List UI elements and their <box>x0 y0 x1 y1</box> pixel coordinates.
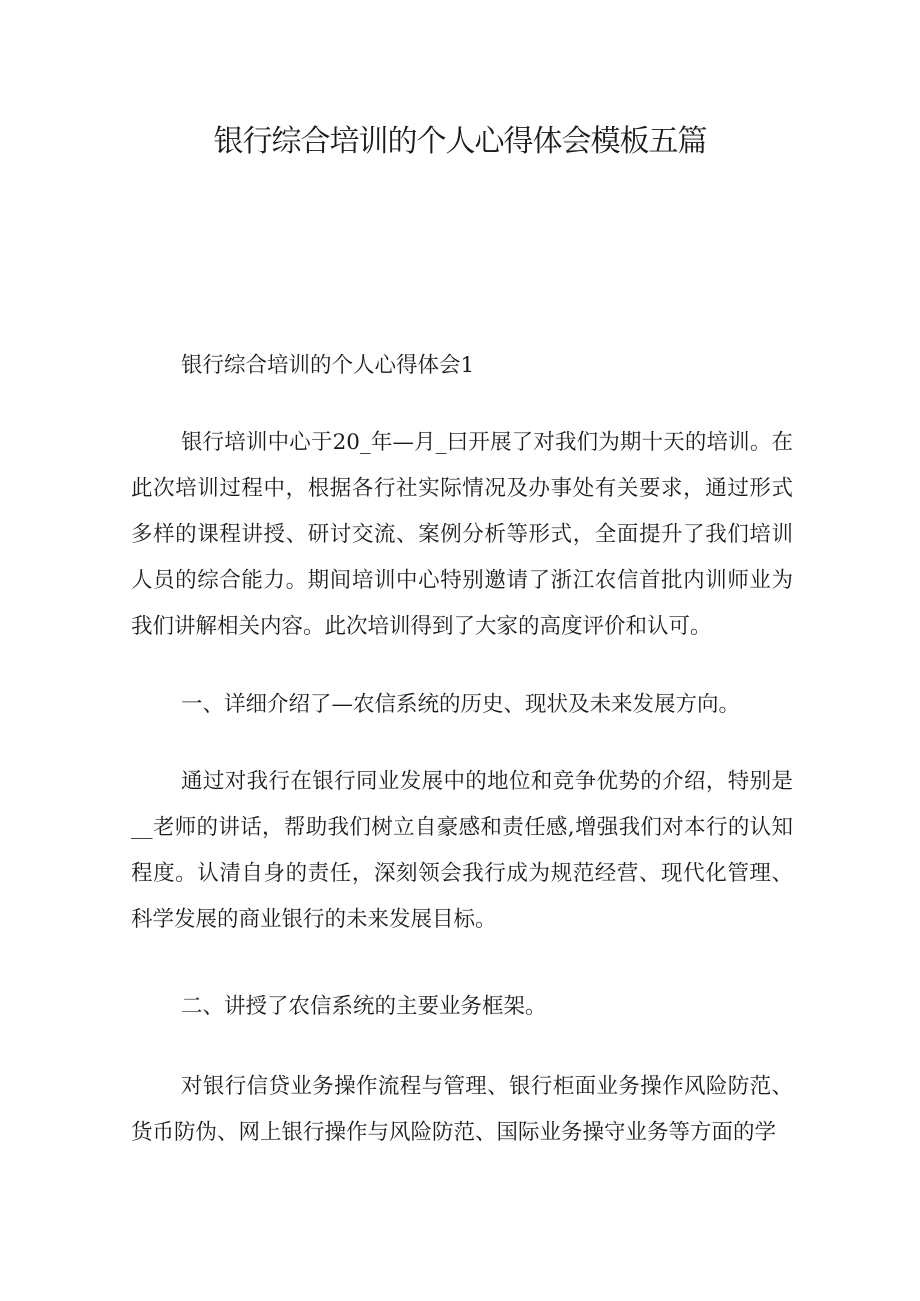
section-heading: 二、讲授了农信系统的主要业务框架。 <box>181 994 547 1019</box>
document-title: 银行综合培训的个人心得体会模板五篇 <box>213 124 707 159</box>
section-heading: 一、详细介绍了—农信系统的历史、现状及未来发展方向。 <box>181 692 741 717</box>
body-paragraph: 通过对我行在银行同业发展中的地位和竞争优势的介绍，特别是__老师的讲话，帮助我们树立自豪感和责任感,增强我们对本行的认知程度。认清自身的责任，深刻领会我行成为规范经营、现代化管理、科学发展的商业银行的未来发展目标。 <box>131 769 793 932</box>
section-heading: 银行综合培训的个人心得体会1 <box>181 353 475 378</box>
body-paragraph: 对银行信贷业务操作流程与管理、银行柜面业务操作风险防范、货币防伪、网上银行操作与风险防范、国际业务操守业务等方面的学 <box>131 1074 793 1145</box>
body-paragraph: 银行培训中心于20_年—月_曰开展了对我们为期十天的培训。在此次培训过程中，根据各行社实际情况及办事处有关要求，通过形式多样的课程讲授、研讨交流、案例分析等形式，全面提升了我们培训人员的综合能力。期间培训中心特别邀请了浙江农信首批内训师业为我们讲解相关内容。此次培训得到了大家的高度评价和认可。 <box>131 430 793 639</box>
